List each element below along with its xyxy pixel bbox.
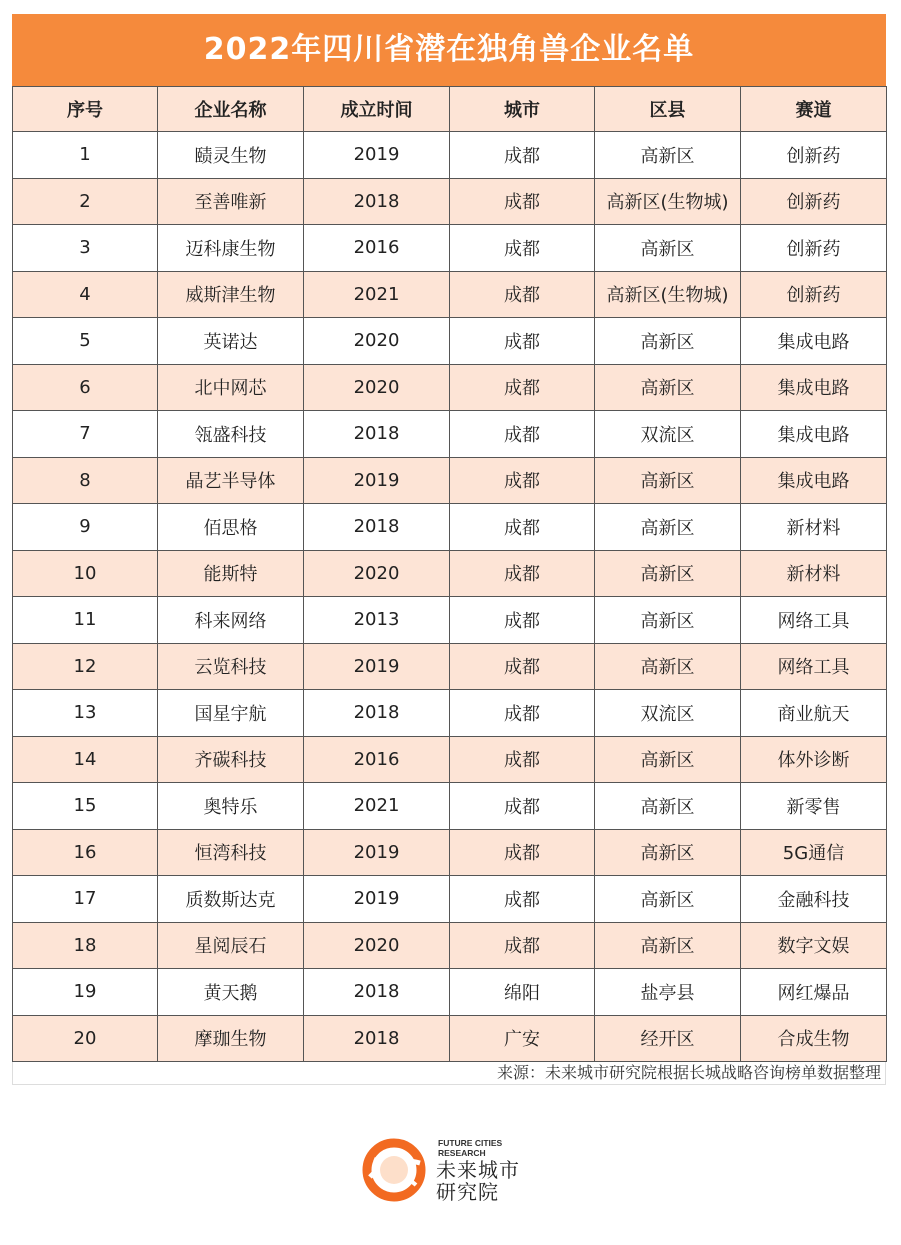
table-cell: 数字文娱 (741, 922, 887, 969)
header-cell: 成立时间 (304, 87, 450, 132)
table-cell: 高新区 (595, 922, 741, 969)
table-cell: 体外诊断 (741, 736, 887, 783)
table-cell: 2021 (304, 271, 450, 318)
table-cell: 双流区 (595, 411, 741, 458)
table-cell: 奥特乐 (158, 783, 304, 830)
table-cell: 成都 (450, 271, 595, 318)
table-cell: 高新区 (595, 504, 741, 551)
table-cell: 成都 (450, 225, 595, 272)
table-cell: 2020 (304, 318, 450, 365)
table-cell: 2020 (304, 922, 450, 969)
table-cell: 9 (13, 504, 158, 551)
table-cell: 15 (13, 783, 158, 830)
table-cell: 6 (13, 364, 158, 411)
table-cell: 摩珈生物 (158, 1015, 304, 1062)
table-cell: 5 (13, 318, 158, 365)
table-cell: 高新区 (595, 736, 741, 783)
logo-chinese-line1: 未来城市 (436, 1158, 520, 1182)
table-cell: 2019 (304, 643, 450, 690)
table-row (13, 1015, 887, 1062)
table-cell: 高新区 (595, 225, 741, 272)
table-cell: 创新药 (741, 132, 887, 179)
table-row (13, 132, 887, 179)
table-cell: 成都 (450, 783, 595, 830)
table-cell: 2018 (304, 1015, 450, 1062)
table-cell: 2018 (304, 411, 450, 458)
logo-english-line1: FUTURE CITIES (438, 1138, 503, 1148)
table-cell: 14 (13, 736, 158, 783)
table-cell: 合成生物 (741, 1015, 887, 1062)
table-cell: 能斯特 (158, 550, 304, 597)
table-cell: 2 (13, 178, 158, 225)
table-title: 2022年四川省潜在独角兽企业名单 (12, 14, 886, 86)
table-cell: 2019 (304, 132, 450, 179)
table-cell: 盐亭县 (595, 969, 741, 1016)
table-cell: 迈科康生物 (158, 225, 304, 272)
table-cell: 高新区 (595, 550, 741, 597)
table-cell: 7 (13, 411, 158, 458)
table-row (13, 318, 887, 365)
table-cell: 2019 (304, 829, 450, 876)
table-cell: 成都 (450, 457, 595, 504)
table-cell: 齐碳科技 (158, 736, 304, 783)
table-cell: 高新区 (595, 457, 741, 504)
table-row (13, 457, 887, 504)
table-cell: 高新区 (595, 783, 741, 830)
header-cell: 城市 (450, 87, 595, 132)
header-cell: 序号 (13, 87, 158, 132)
header-cell: 企业名称 (158, 87, 304, 132)
table-cell: 网红爆品 (741, 969, 887, 1016)
table-cell: 至善唯新 (158, 178, 304, 225)
table-cell: 2018 (304, 690, 450, 737)
table-cell: 瓴盛科技 (158, 411, 304, 458)
table-cell: 13 (13, 690, 158, 737)
table-cell: 17 (13, 876, 158, 923)
table-cell: 金融科技 (741, 876, 887, 923)
table-cell: 1 (13, 132, 158, 179)
table-cell: 高新区 (595, 829, 741, 876)
table-cell: 高新区(生物城) (595, 178, 741, 225)
table-cell: 国星宇航 (158, 690, 304, 737)
table-cell: 科来网络 (158, 597, 304, 644)
table-cell: 高新区 (595, 132, 741, 179)
table-row (13, 364, 887, 411)
table-row (13, 225, 887, 272)
table-cell: 商业航天 (741, 690, 887, 737)
table-cell: 成都 (450, 132, 595, 179)
table-cell: 北中网芯 (158, 364, 304, 411)
table-cell: 10 (13, 550, 158, 597)
table-cell: 质数斯达克 (158, 876, 304, 923)
table-cell: 双流区 (595, 690, 741, 737)
table-cell: 集成电路 (741, 318, 887, 365)
table-cell: 12 (13, 643, 158, 690)
table-cell: 2021 (304, 783, 450, 830)
table-cell: 黄天鹅 (158, 969, 304, 1016)
table-row (13, 643, 887, 690)
brand-logo (360, 1137, 560, 1203)
table-cell: 2020 (304, 364, 450, 411)
table-cell: 2019 (304, 876, 450, 923)
table-cell: 8 (13, 457, 158, 504)
table-cell: 2018 (304, 178, 450, 225)
table-cell: 集成电路 (741, 457, 887, 504)
table-cell: 云览科技 (158, 643, 304, 690)
table-cell: 成都 (450, 411, 595, 458)
table-cell: 创新药 (741, 271, 887, 318)
table-cell: 高新区 (595, 643, 741, 690)
table-cell: 19 (13, 969, 158, 1016)
table-cell: 晶艺半导体 (158, 457, 304, 504)
table-cell: 集成电路 (741, 411, 887, 458)
table-row (13, 411, 887, 458)
table-cell: 网络工具 (741, 643, 887, 690)
table-row (13, 829, 887, 876)
table-row (13, 736, 887, 783)
unicorn-table (12, 86, 887, 1062)
future-cities-ring-icon (360, 1137, 430, 1203)
table-cell: 成都 (450, 829, 595, 876)
table-cell: 成都 (450, 504, 595, 551)
logo-english (438, 1138, 502, 1158)
table-cell: 恒湾科技 (158, 829, 304, 876)
table-cell: 成都 (450, 364, 595, 411)
table-row (13, 876, 887, 923)
table-cell: 成都 (450, 318, 595, 365)
table-cell: 成都 (450, 736, 595, 783)
table-row (13, 550, 887, 597)
table-cell: 绵阳 (450, 969, 595, 1016)
table-cell: 英诺达 (158, 318, 304, 365)
table-cell: 创新药 (741, 225, 887, 272)
table-cell: 16 (13, 829, 158, 876)
table-cell: 4 (13, 271, 158, 318)
table-cell: 2016 (304, 736, 450, 783)
table-cell: 2018 (304, 504, 450, 551)
table-cell: 2018 (304, 969, 450, 1016)
table-row (13, 922, 887, 969)
header-row (13, 87, 887, 132)
table-cell: 2020 (304, 550, 450, 597)
table-row (13, 178, 887, 225)
table-cell: 11 (13, 597, 158, 644)
header-cell: 赛道 (741, 87, 887, 132)
table-row (13, 690, 887, 737)
table-row (13, 597, 887, 644)
table-cell: 广安 (450, 1015, 595, 1062)
table-cell: 成都 (450, 597, 595, 644)
table-row (13, 969, 887, 1016)
table-cell: 创新药 (741, 178, 887, 225)
table-cell: 新材料 (741, 504, 887, 551)
table-cell: 5G通信 (741, 829, 887, 876)
table-cell: 高新区 (595, 597, 741, 644)
table-cell: 成都 (450, 876, 595, 923)
table-cell: 成都 (450, 922, 595, 969)
table-row (13, 504, 887, 551)
table-cell: 3 (13, 225, 158, 272)
table-cell: 赜灵生物 (158, 132, 304, 179)
table-cell: 集成电路 (741, 364, 887, 411)
source-note: 来源：未来城市研究院根据长城战略咨询榜单数据整理 (12, 1062, 886, 1085)
table-cell: 星阅辰石 (158, 922, 304, 969)
logo-chinese (436, 1159, 520, 1203)
ranking-sheet (12, 14, 886, 1085)
table-cell: 高新区 (595, 318, 741, 365)
table-cell: 2019 (304, 457, 450, 504)
table-cell: 成都 (450, 643, 595, 690)
table-cell: 2016 (304, 225, 450, 272)
table-cell: 网络工具 (741, 597, 887, 644)
header-cell: 区县 (595, 87, 741, 132)
table-cell: 新材料 (741, 550, 887, 597)
logo-english-line2: RESEARCH (438, 1148, 486, 1158)
table-cell: 佰思格 (158, 504, 304, 551)
table-cell: 高新区(生物城) (595, 271, 741, 318)
table-cell: 18 (13, 922, 158, 969)
table-cell: 高新区 (595, 364, 741, 411)
table-row (13, 783, 887, 830)
table-row (13, 271, 887, 318)
table-cell: 经开区 (595, 1015, 741, 1062)
table-cell: 新零售 (741, 783, 887, 830)
table-cell: 威斯津生物 (158, 271, 304, 318)
logo-chinese-line2: 研究院 (436, 1180, 499, 1204)
table-cell: 20 (13, 1015, 158, 1062)
table-cell: 高新区 (595, 876, 741, 923)
table-cell: 成都 (450, 550, 595, 597)
table-cell: 2013 (304, 597, 450, 644)
table-cell: 成都 (450, 690, 595, 737)
table-cell: 成都 (450, 178, 595, 225)
